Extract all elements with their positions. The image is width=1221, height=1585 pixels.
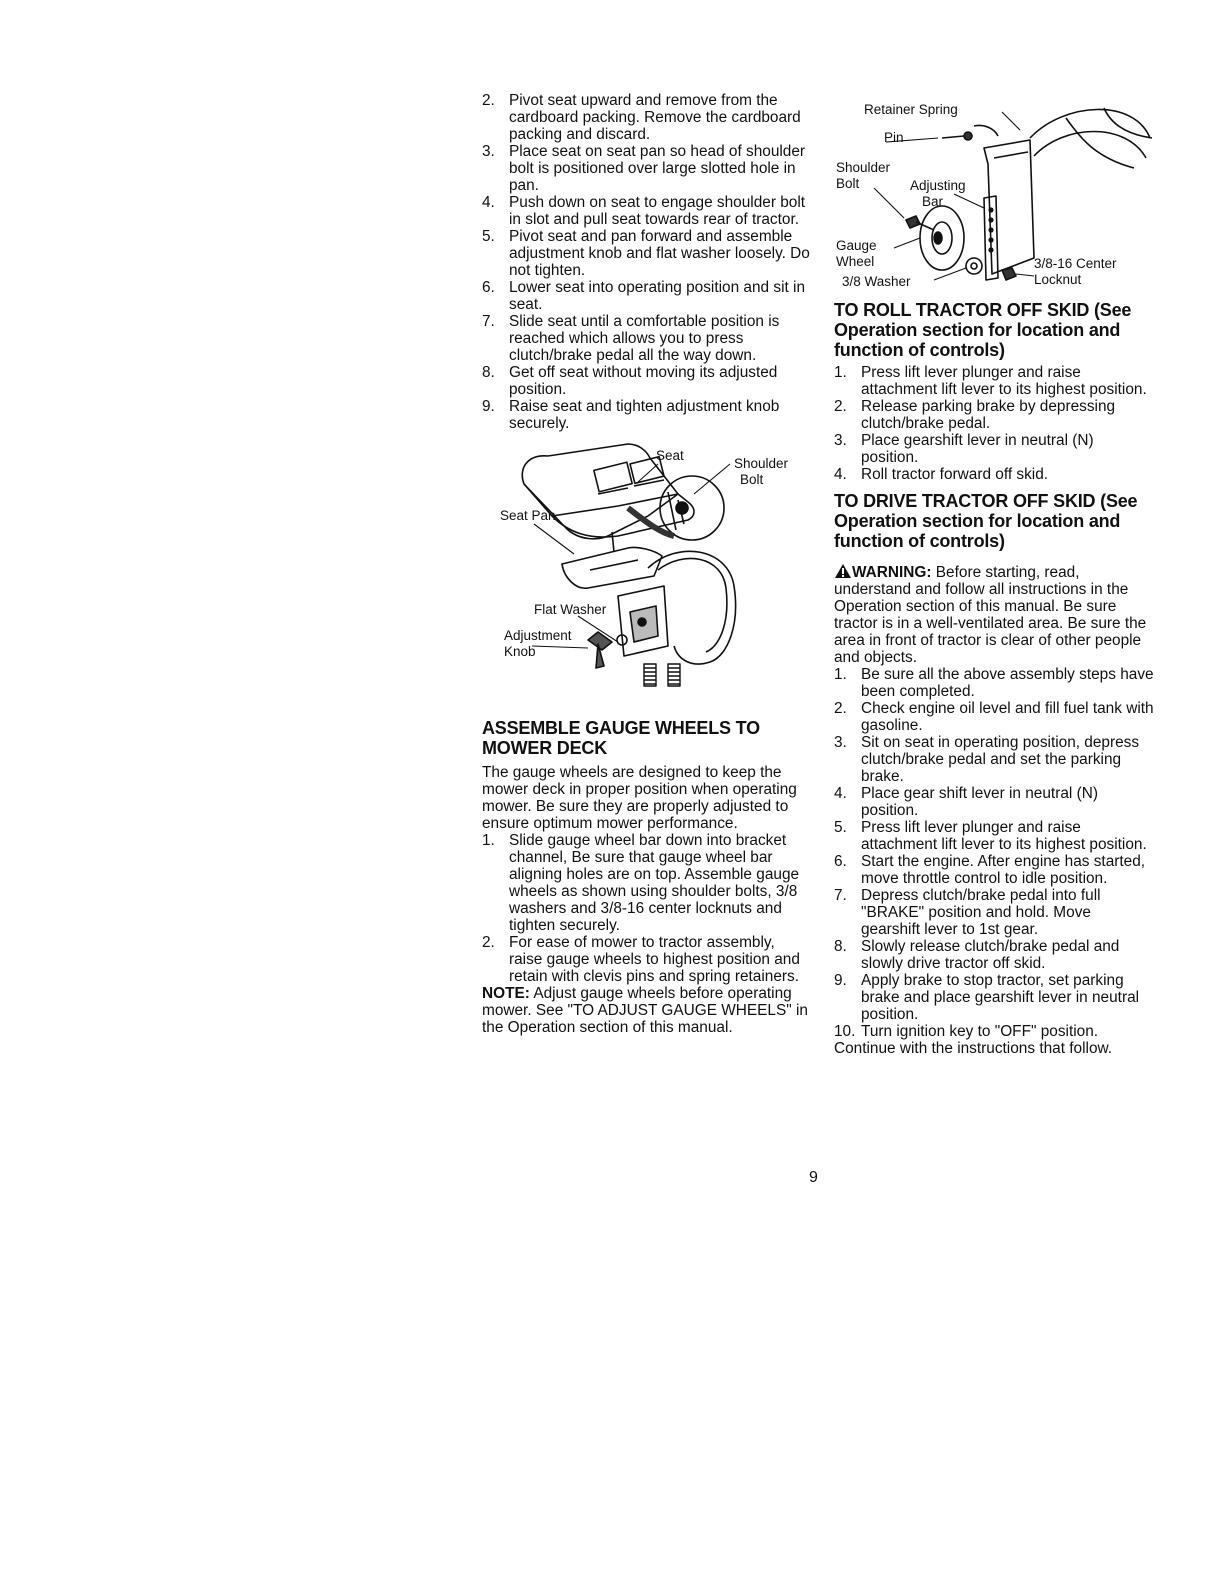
label-adjusting: Adjusting xyxy=(910,178,966,193)
step-number: 6. xyxy=(834,853,847,870)
step-number: 2. xyxy=(834,700,847,717)
step-text: Roll tractor forward off skid. xyxy=(861,466,1049,483)
label-center-locknut: 3/8-16 Center xyxy=(1034,256,1117,271)
list-item xyxy=(834,666,1154,700)
section-intro: The gauge wheels are designed to keep the mower deck in proper position when operating mower. Be sure they are properly adjusted to ensure optimum mower performance. xyxy=(482,764,797,832)
drive-steps xyxy=(834,666,1154,1040)
section-heading: TO ROLL TRACTOR OFF SKID (See Operation section for location and function of controls) xyxy=(834,300,1132,360)
step-number: 4. xyxy=(834,466,847,483)
step-number: 2. xyxy=(482,934,495,951)
list-item xyxy=(834,938,1154,972)
list-item xyxy=(482,279,812,313)
gauge-wheel-diagram xyxy=(834,98,1154,298)
step-text: Start the engine. After engine has started, move throttle control to idle position. xyxy=(861,853,1146,887)
washer-shape xyxy=(966,258,982,274)
step-text: Depress clutch/brake pedal into full "BRAKE" position and hold. Move gearshift lever to 1st gear. xyxy=(861,887,1101,938)
step-number: 3. xyxy=(834,734,847,751)
step-text: Press lift lever plunger and raise attachment lift lever to its highest position. xyxy=(861,819,1147,853)
step-number: 1. xyxy=(482,832,495,849)
locknut-shape xyxy=(1002,268,1016,280)
step-text: Push down on seat to engage shoulder bolt in slot and pull seat towards rear of tractor. xyxy=(509,194,806,228)
label-bolt: Bolt xyxy=(836,176,860,191)
label-wheel: Wheel xyxy=(836,254,875,269)
label-pin: Pin xyxy=(884,130,904,145)
step-text: Slide gauge wheel bar down into bracket channel, Be sure that gauge wheel bar aligning holes are on top. Assemble gauge wheels as shown using shoulder bolts, 3/8 washers and 3/8-16 center locknuts and tighten securely. xyxy=(509,832,800,934)
step-number: 9. xyxy=(482,398,495,415)
gauge-wheel-illustration xyxy=(834,98,1154,298)
closing-text: Continue with the instructions that follow. xyxy=(834,1040,1113,1057)
step-number: 5. xyxy=(482,228,495,245)
list-item xyxy=(482,398,812,432)
step-text: Slowly release clutch/brake pedal and slowly drive tractor off skid. xyxy=(861,938,1120,972)
step-text: Lower seat into operating position and sit in seat. xyxy=(509,279,806,313)
warning-text: Before starting, read, understand and follow all instructions in the Operation section of this manual. Be sure tractor is in a well-ventilated area. Be sure the area in front of tractor is clear of other people and objects. xyxy=(834,564,1147,666)
step-number: 2. xyxy=(834,398,847,415)
step-number: 3. xyxy=(834,432,847,449)
step-number: 4. xyxy=(834,785,847,802)
step-number: 4. xyxy=(482,194,495,211)
label-locknut: Locknut xyxy=(1034,272,1082,287)
seat-assembly-illustration xyxy=(478,436,812,708)
label-retainer-spring: Retainer Spring xyxy=(864,102,958,117)
step-number: 3. xyxy=(482,143,495,160)
label-washer: 3/8 Washer xyxy=(842,274,911,289)
step-text: Check engine oil level and fill fuel tank with gasoline. xyxy=(861,700,1154,734)
step-text: Apply brake to stop tractor, set parking brake and place gearshift lever in neutral position. xyxy=(861,972,1140,1023)
section-heading: ASSEMBLE GAUGE WHEELS TO MOWER DECK xyxy=(482,718,760,758)
bracket-shape xyxy=(984,140,1034,274)
step-number: 8. xyxy=(834,938,847,955)
drive-tractor-section xyxy=(834,491,1154,1057)
step-text: Slide seat until a comfortable position is reached which allows you to press clutch/brake pedal all the way down. xyxy=(509,313,780,364)
list-item xyxy=(482,313,812,364)
label-bolt: Bolt xyxy=(740,472,764,487)
note-label: NOTE: xyxy=(482,985,530,1002)
left-column xyxy=(482,92,812,1036)
shoulder-bolt-detail-circle xyxy=(660,476,724,540)
roll-tractor-section xyxy=(834,300,1154,483)
step-text: For ease of mower to tractor assembly, raise gauge wheels to highest position and retain with clevis pins and spring retainers. xyxy=(509,934,800,985)
note-paragraph xyxy=(482,985,812,1036)
label-bar: Bar xyxy=(922,194,944,209)
list-item xyxy=(482,228,812,279)
list-item xyxy=(482,934,812,985)
adjustment-knob-shape xyxy=(588,632,612,650)
list-item xyxy=(834,364,1154,398)
step-text: Pivot seat upward and remove from the cardboard packing. Remove the cardboard packing and discard. xyxy=(509,92,801,143)
list-item xyxy=(834,785,1154,819)
label-seat-pan: Seat Pan xyxy=(500,508,556,523)
label-gauge: Gauge xyxy=(836,238,877,253)
label-seat: Seat xyxy=(656,448,684,463)
seat-diagram xyxy=(478,436,808,708)
step-number: 1. xyxy=(834,364,847,381)
list-item xyxy=(834,734,1154,785)
section-heading: TO DRIVE TRACTOR OFF SKID (See Operation section for location and function of controls) xyxy=(834,491,1138,551)
step-number: 7. xyxy=(834,887,847,904)
step-number: 9. xyxy=(834,972,847,989)
list-item xyxy=(834,466,1154,483)
list-item xyxy=(482,194,812,228)
step-text: Place seat on seat pan so head of shoulder bolt is positioned over large slotted hole in pan. xyxy=(509,143,806,194)
label-shoulder: Shoulder xyxy=(836,160,891,175)
step-number: 7. xyxy=(482,313,495,330)
step-number: 8. xyxy=(482,364,495,381)
right-column xyxy=(834,92,1154,1057)
list-item xyxy=(482,832,812,934)
step-text: Press lift lever plunger and raise attachment lift lever to its highest position. xyxy=(861,364,1147,398)
seat-pan-shape xyxy=(562,547,662,588)
list-item xyxy=(834,819,1154,853)
label-knob: Knob xyxy=(504,644,536,659)
list-item xyxy=(482,143,812,194)
list-item xyxy=(834,972,1154,1023)
warning-label: WARNING: xyxy=(852,564,932,581)
list-item xyxy=(482,364,812,398)
retainer-spring-shape xyxy=(974,125,998,136)
warning-icon xyxy=(834,563,852,579)
warning-paragraph xyxy=(834,563,1154,666)
roll-steps xyxy=(834,364,1154,483)
step-text: Pivot seat and pan forward and assemble adjustment knob and flat washer loosely. Do not tighten. xyxy=(509,228,810,279)
page-number: 9 xyxy=(809,1169,818,1186)
gauge-wheels-section xyxy=(482,718,812,1036)
step-text: Get off seat without moving its adjusted position. xyxy=(509,364,778,398)
step-number: 1. xyxy=(834,666,847,683)
step-number: 10. xyxy=(834,1023,856,1040)
step-text: Turn ignition key to "OFF" position. xyxy=(861,1023,1099,1040)
step-number: 2. xyxy=(482,92,495,109)
note-text: Adjust gauge wheels before operating mower. See "TO ADJUST GAUGE WHEELS" in the Operation section of this manual. xyxy=(482,985,808,1036)
label-adjustment: Adjustment xyxy=(504,628,572,643)
list-item xyxy=(834,700,1154,734)
list-item xyxy=(834,887,1154,938)
list-item xyxy=(834,1023,1154,1040)
label-shoulder: Shoulder xyxy=(734,456,789,471)
step-number: 6. xyxy=(482,279,495,296)
step-number: 5. xyxy=(834,819,847,836)
list-item xyxy=(482,92,812,143)
list-item xyxy=(834,432,1154,466)
list-item xyxy=(834,398,1154,432)
label-flat-washer: Flat Washer xyxy=(534,602,607,617)
step-text: Place gearshift lever in neutral (N) position. xyxy=(861,432,1094,466)
pin-shape xyxy=(942,136,964,138)
gauge-wheel-steps xyxy=(482,832,812,985)
step-text: Place gear shift lever in neutral (N) position. xyxy=(861,785,1098,819)
list-item xyxy=(834,853,1154,887)
step-text: Release parking brake by depressing clutch/brake pedal. xyxy=(861,398,1116,432)
step-text: Sit on seat in operating position, depress clutch/brake pedal and set the parking brake. xyxy=(861,734,1140,785)
step-text: Raise seat and tighten adjustment knob securely. xyxy=(509,398,780,432)
seat-assembly-steps xyxy=(482,92,812,432)
step-text: Be sure all the above assembly steps have been completed. xyxy=(861,666,1154,700)
